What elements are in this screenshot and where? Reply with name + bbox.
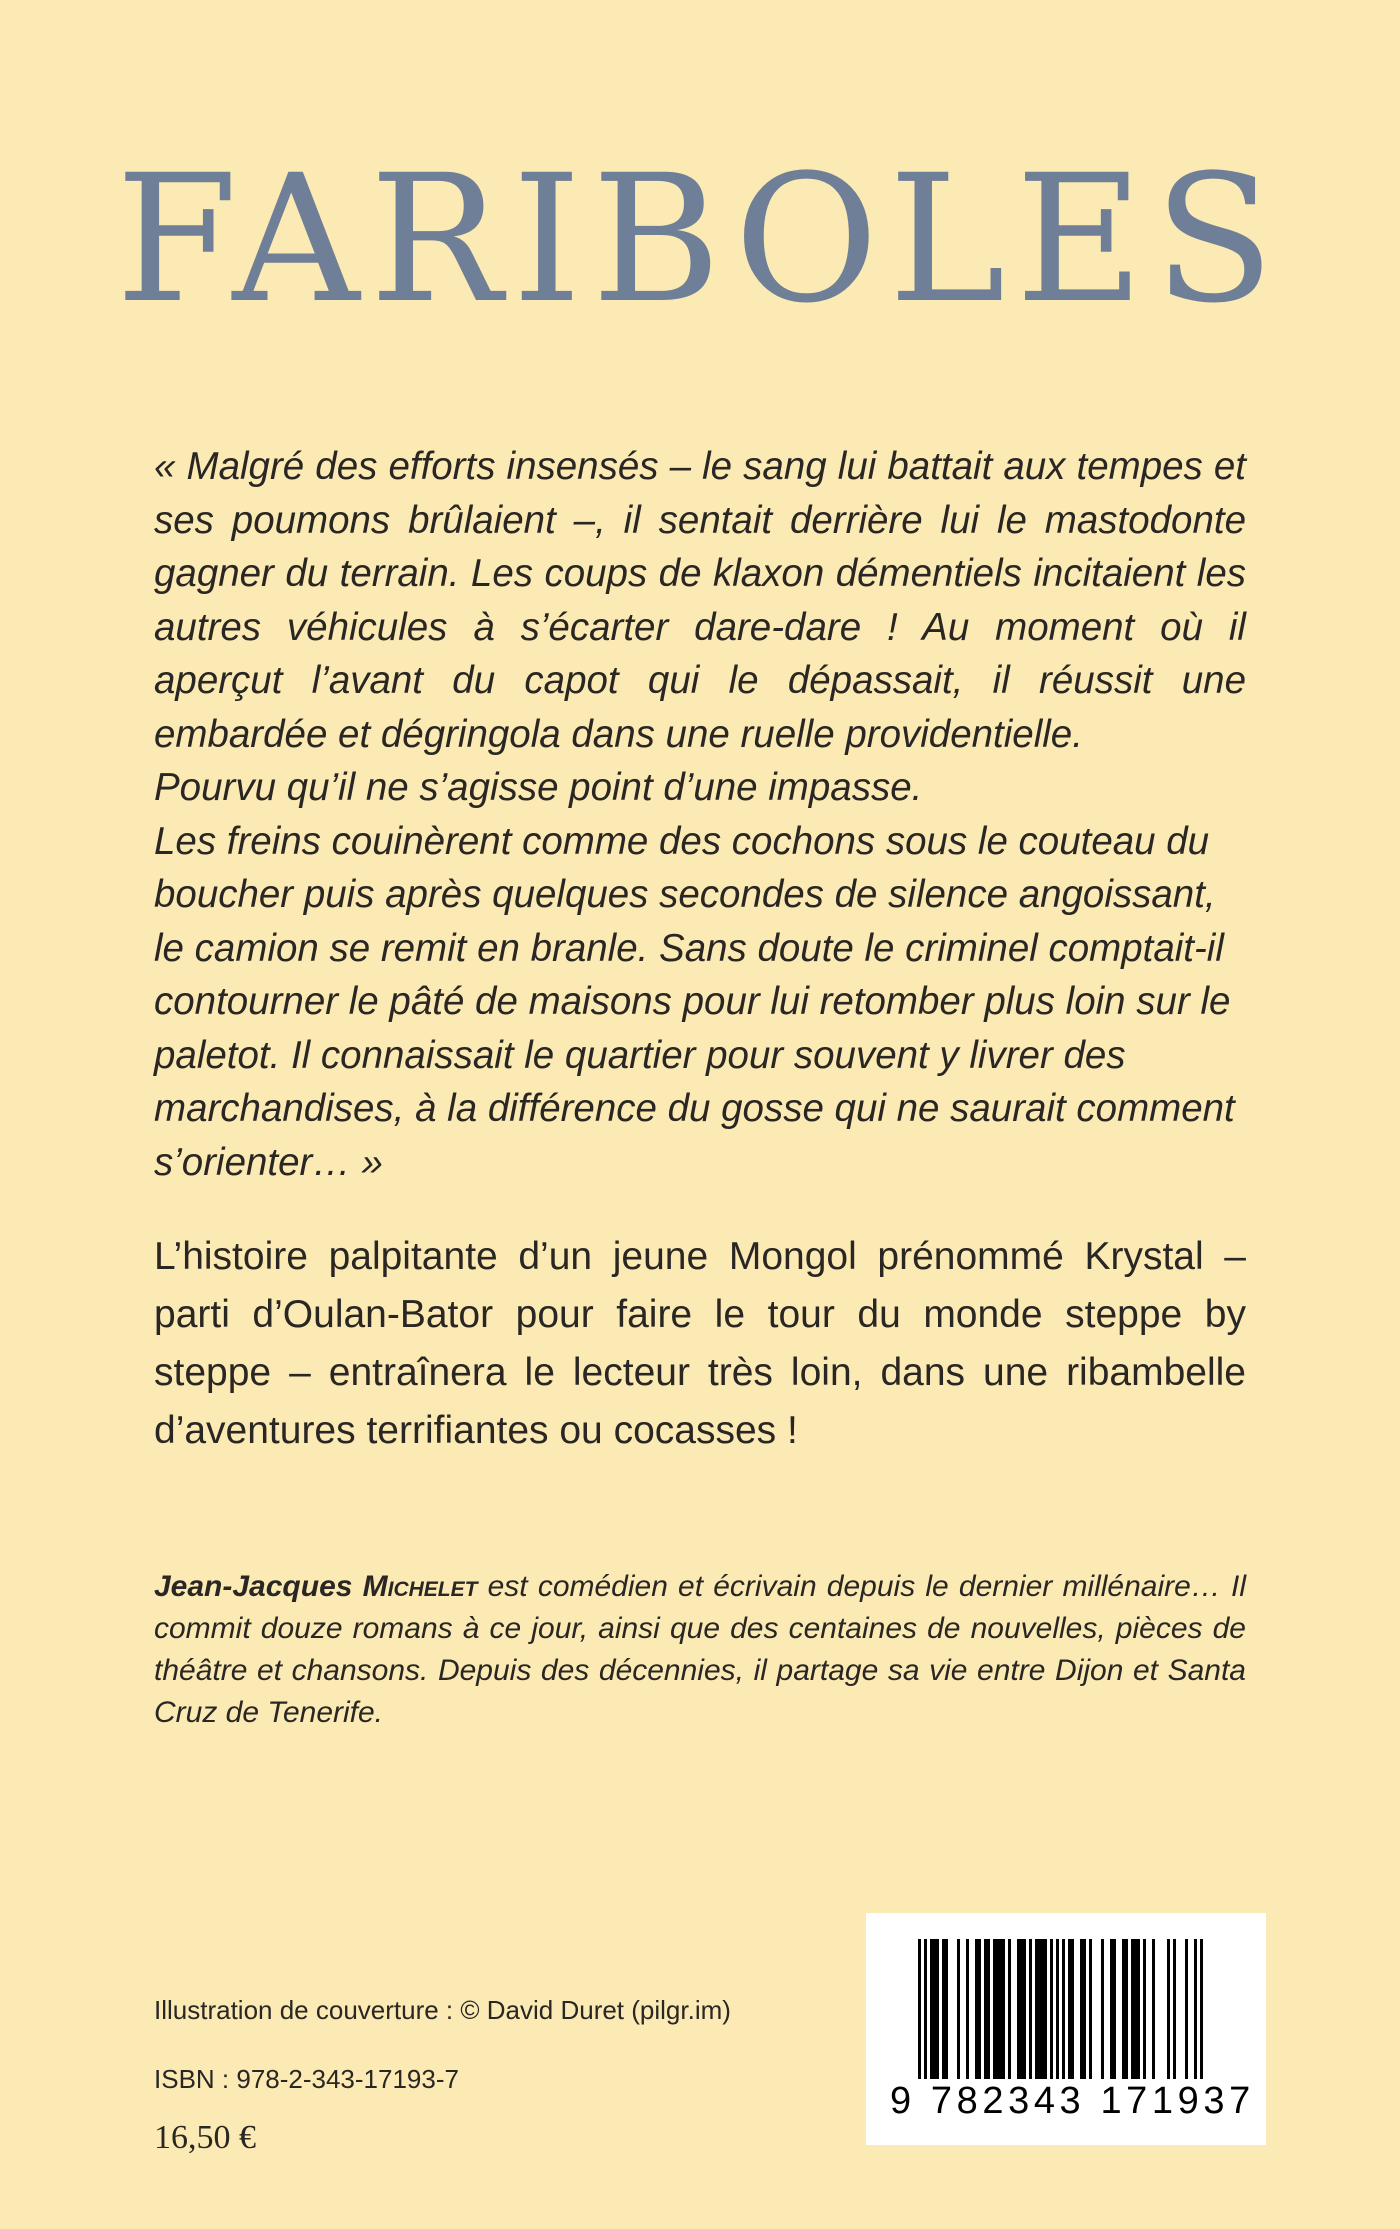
barcode-bar <box>987 1939 990 2079</box>
barcode-bar <box>975 1939 978 2079</box>
barcode-bar <box>1143 1939 1146 2079</box>
barcode-bar <box>936 1939 939 2079</box>
barcode-bar <box>942 1939 945 2079</box>
barcode-bar <box>1110 1939 1113 2079</box>
barcode-bar <box>945 1939 948 2079</box>
illustration-credit: Illustration de couverture : © David Duret (pilgr.im) <box>154 1995 731 2025</box>
barcode-bar <box>993 1939 996 2079</box>
book-price: 16,50 € <box>154 2119 256 2156</box>
barcode-bar <box>984 1939 987 2079</box>
author-bio-text: est comédien et écrivain depuis le dernier millénaire… Il commit douze romans à ce jour, ainsi que des centaines de nouvelles, pièces de théâtre et chansons. Depuis des décennies, il partage sa vie entre Dijon et Santa Cruz de Tenerife. <box>154 1570 1246 1729</box>
barcode-bar <box>1056 1939 1059 2099</box>
barcode-bar <box>1041 1939 1044 2079</box>
barcode-bar <box>924 1939 927 2099</box>
barcode-bar <box>1200 1939 1203 2099</box>
barcode-bar <box>978 1939 981 2079</box>
barcode-bar <box>999 1939 1002 2079</box>
barcode-bar <box>1125 1939 1128 2079</box>
barcode-digits: 9 782343 171937 <box>886 2079 1250 2123</box>
barcode-bar <box>1029 1939 1032 2079</box>
author-last-name: Michelet <box>362 1570 478 1603</box>
barcode-bar <box>1194 1939 1197 2099</box>
excerpt-paragraph: Les freins couinèrent comme des cochons sous le couteau du boucher puis après quelques secondes de silence angoissant, le camion se remit en branle. Sans doute le criminel comptait-il contourner le pâté de maisons pour lui retomber plus loin sur le paletot. Il connaissait le quartier pour souvent y livrer des marchandises, à la différence du gosse qui ne saurait comment s’orienter… » <box>154 819 1235 1184</box>
author-first-name: Jean-Jacques <box>154 1570 353 1603</box>
barcode-bar <box>1080 1939 1083 2079</box>
barcode <box>866 1913 1266 2145</box>
barcode-bar <box>1020 1939 1023 2079</box>
barcode-bar <box>1089 1939 1092 2079</box>
barcode-bar <box>933 1939 936 2079</box>
author-bio <box>154 1566 1246 1734</box>
barcode-bar <box>1062 1939 1065 2099</box>
book-summary: L’histoire palpitante d’un jeune Mongol prénommé Krystal – parti d’Oulan-Bator pour faire le tour du monde steppe by steppe – entraînera le lecteur très loin, dans une ribambelle d’aventures terrifiantes ou cocasses ! <box>154 1235 1246 1452</box>
barcode-bar <box>1173 1939 1176 2079</box>
barcode-bar <box>1083 1939 1086 2079</box>
barcode-bar <box>1008 1939 1011 2079</box>
barcode-bar <box>1068 1939 1071 2079</box>
isbn-number: ISBN : 978-2-343-17193-7 <box>154 2064 459 2094</box>
barcode-bar <box>1113 1939 1116 2079</box>
barcode-bar <box>1044 1939 1047 2079</box>
book-title: FARIBOLES <box>115 137 1285 342</box>
barcode-bar <box>1035 1939 1038 2079</box>
barcode-bar <box>1002 1939 1005 2079</box>
barcode-bar <box>957 1939 960 2079</box>
barcode-bar <box>1167 1939 1170 2079</box>
barcode-bar <box>1122 1939 1125 2079</box>
barcode-bar <box>966 1939 969 2079</box>
barcode-bar <box>1050 1939 1053 2079</box>
barcode-bar <box>930 1939 933 2079</box>
barcode-bar <box>1023 1939 1026 2079</box>
barcode-bar <box>1071 1939 1074 2079</box>
barcode-bar <box>1185 1939 1188 2079</box>
barcode-bar <box>1131 1939 1134 2079</box>
barcode-bar <box>1017 1939 1020 2079</box>
barcode-bar <box>1152 1939 1155 2079</box>
barcode-bar <box>1101 1939 1104 2079</box>
barcode-bar <box>1137 1939 1140 2079</box>
excerpt-quote <box>154 440 1246 1189</box>
barcode-bar <box>1134 1939 1137 2079</box>
barcode-bar <box>996 1939 999 2079</box>
barcode-bar <box>918 1939 921 2099</box>
barcode-bar <box>1038 1939 1041 2079</box>
excerpt-paragraph: « Malgré des efforts insensés – le sang lui battait aux tempes et ses poumons brûlaient –, il sentait derrière lui le mastodonte gagner du terrain. Les coups de klaxon démentiels incitaient les autres véhicules à s’écarter dare-dare ! Au moment où il aperçut l’avant du capot qui le dépassait, il réussit une embardée et dégringola dans une ruelle providentielle. <box>154 445 1246 756</box>
excerpt-paragraph: Pourvu qu’il ne s’agisse point d’une impasse. <box>154 766 923 809</box>
